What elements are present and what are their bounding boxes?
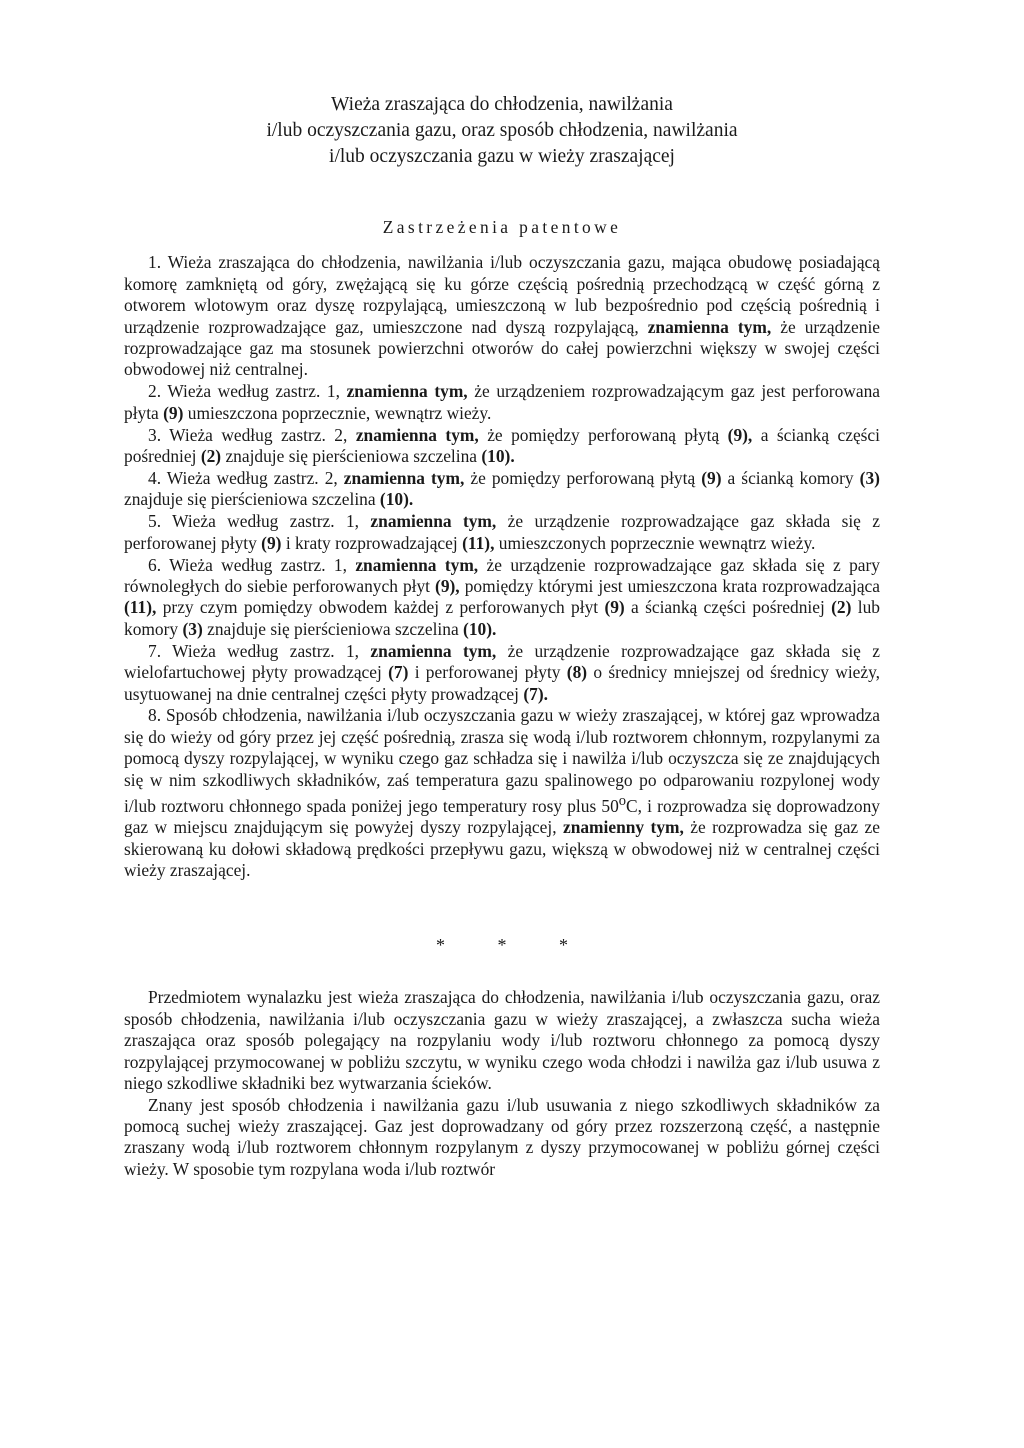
description-paragraph-1: Przedmiotem wynalazku jest wieża zraszająca do chłodzenia, nawilżania i/lub oczyszczania gazu, oraz sposób chłodzenia, nawilżania i/lub oczyszczania gazu w wieży zraszającej, a zwłaszcza sucha wieża zraszająca oraz sposób polegający na rozpylaniu wody i/lub roztworu chłonnego za pomocą dyszy rozpylającej przymocowanej w pobliżu szczytu, w wyniku czego woda chłodzi i nawilża gaz i/lub usuwa z niego szkodliwe składniki bez wytwarzania ścieków. <box>124 987 880 1094</box>
claims-list <box>124 252 880 881</box>
title-line-2: i/lub oczyszczania gazu, oraz sposób chłodzenia, nawilżania <box>266 120 738 141</box>
claim-5: 5. Wieża według zastrz. 1, znamienna tym, że urządzenie rozprowadzające gaz składa się z perforowanej płyty (9) i kraty rozprowadzającej (11), umieszczonych poprzecznie wewnątrz wieży. <box>124 511 880 553</box>
claim-8: 8. Sposób chłodzenia, nawilżania i/lub oczyszczania gazu w wieży zraszającej, w której gaz wprowadza się do wieży od góry przez jej część pośrednią, zrasza się wodą i/lub roztworem chłonnym, rozpylanymi za pomocą dyszy rozpylającej, w wyniku czego gaz schładza się i nawilża i/lub oczyszcza się ze znajdujących się w nim szkodliwych składników, zaś temperatura gazu spalinowego po odparowaniu rozpylonej wody i/lub roztworu chłonnego spada poniżej jego temperatury rosy plus 50$^o$C, i rozprowadza się doprowadzony gaz w miejscu znajdującym się powyżej dyszy rozpylającej, znamienny tym, że rozprowadza się gaz ze skierowaną ku dołowi składową prędkości przepływu gazu, większą w obwodowej niż w centralnej części wieży zraszającej. <box>124 705 880 881</box>
claim-1: 1. Wieża zraszająca do chłodzenia, nawilżania i/lub oczyszczania gazu, mająca obudowę posiadającą komorę zamkniętą od góry, zwężającą się ku górze częścią pośrednią przechodzącą w część górną z otworem wlotowym oraz dyszę rozpylającą, umieszczoną w lub bezpośrednio pod częścią pośrednią i urządzenie rozprowadzające gaz, umieszczone nad dyszą rozpylającą, znamienna tym, że urządzenie rozprowadzające gaz ma stosunek powierzchni otworów do całej powierzchni większy w swojej części obwodowej niż centralnej. <box>124 252 880 380</box>
title-line-3: i/lub oczyszczania gazu w wieży zraszającej <box>329 146 675 167</box>
claim-6: 6. Wieża według zastrz. 1, znamienna tym, że urządzenie rozprowadzające gaz składa się z pary równoległych do siebie perforowanych płyt (9), pomiędzy którymi jest umieszczona krata rozprowadzająca (11), przy czym pomiędzy obwodem każdej z perforowanych płyt (9) a ścianką części pośredniej (2) lub komory (3) znajduje się pierścieniowa szczelina (10). <box>124 554 880 639</box>
section-heading: Zastrzeżenia patentowe <box>382 217 622 237</box>
claim-2: 2. Wieża według zastrz. 1, znamienna tym, że urządzeniem rozprowadzającym gaz jest perforowana płyta (9) umieszczona poprzecznie, wewnątrz wieży. <box>124 381 880 423</box>
description-paragraph-2: Znany jest sposób chłodzenia i nawilżania gazu i/lub usuwania z niego szkodliwych składników za pomocą suchej wieży zraszającej. Gaz jest doprowadzany od góry przez rozszerzoną część, a następnie zraszany wodą i/lub roztworem chłonnym rozpylanym z dyszy przymocowanej w pobliżu górnej części wieży. W sposobie tym rozpylana woda i/lub roztwór <box>124 1094 880 1179</box>
section-separator: * * * <box>436 935 592 956</box>
document-title <box>124 92 880 170</box>
claim-4: 4. Wieża według zastrz. 2, znamienna tym, że pomiędzy perforowaną płytą (9) a ścianką komory (3) znajduje się pierścieniowa szczelina (10). <box>124 467 880 510</box>
claim-7: 7. Wieża według zastrz. 1, znamienna tym, że urządzenie rozprowadzające gaz składa się z wielofartuchowej płyty prowadzącej (7) i perforowanej płyty (8) o średnicy mniejszej od średnicy wieży, usytuowanej na dnie centralnej części płyty prowadzącej (7). <box>124 640 880 704</box>
claim-3: 3. Wieża według zastrz. 2, znamienna tym, że pomiędzy perforowaną płytą (9), a ścianką części pośredniej (2) znajduje się pierścieniowa szczelina (10). <box>124 424 880 467</box>
description-body <box>124 987 880 1180</box>
title-line-1: Wieża zraszająca do chłodzenia, nawilżania <box>331 94 673 115</box>
